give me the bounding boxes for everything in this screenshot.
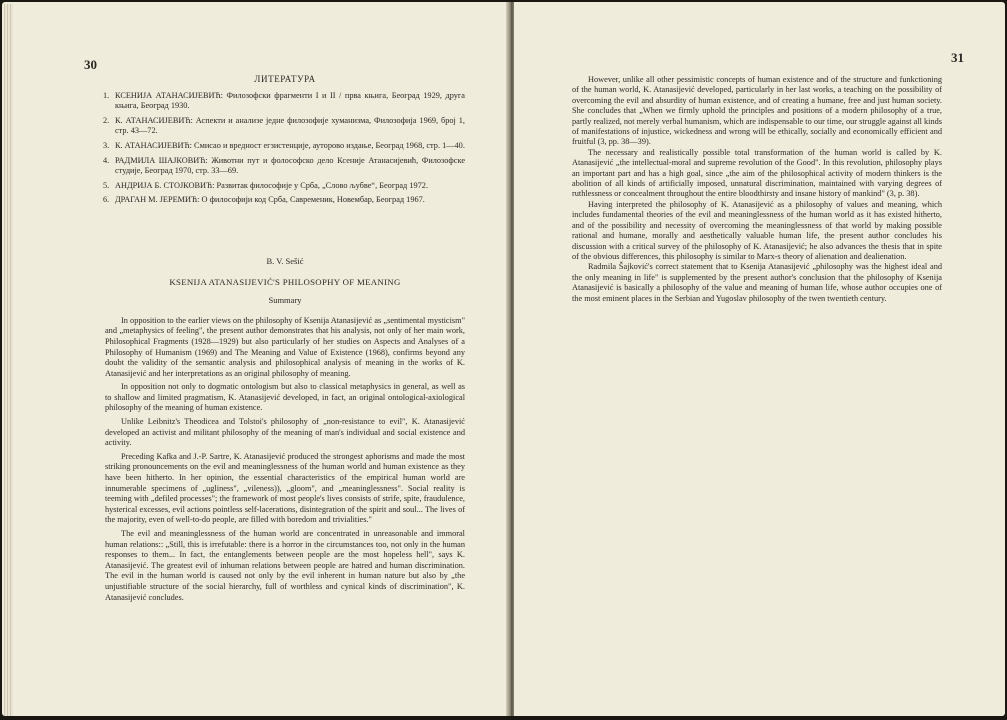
bibliography-entry	[105, 195, 465, 206]
page-number-right: 31	[951, 50, 964, 65]
bibliography-entry	[105, 181, 465, 192]
bibliography-heading: ЛИТЕРАТУРА	[254, 74, 316, 84]
article-title: KSENIJA ATANASIJEVIĆ'S PHILOSOPHY OF MEANING	[169, 276, 401, 287]
page-number-left: 30	[84, 57, 97, 72]
summary-paragraph: Unlike Leibnitz's Theodicea and Tolstoi's philosophy of „non-resistance to evil", K. Atanasijević developed an activist and militant philosophy of the meaning of man's individual and social existence and activity.	[105, 417, 465, 448]
bibliography-entry	[105, 141, 465, 152]
left-page	[2, 2, 508, 716]
summary-paragraph: In opposition not only to dogmatic ontologism but also to classical metaphysics in general, as well as to shallow and limited pragmatism, K. Atanasijević developed, in fact, an original ontological-axiological philosophy of the meaning of human existence.	[105, 382, 465, 413]
summary-paragraph: Preceding Kafka and J.-P. Sartre, K. Atanasijević produced the strongest aphorisms and made the most striking pronouncements on the evil and meaninglessness of the human world and human existence as they have been hitherto. In her opinion, the essential characteristics of the empirical human world are innumerable specimens of „ugliness", „vileness)), „gloom", and „meaninglessness". Social reality is teeming with „defiled processes"; the framework of most people's lives consists of strife, spite, fraudulence, hysterical excesses, evil actions pointless self-lacerations, disintegration of the spirit and soul... The lives of the majority, even of well-to-do people, are filled with boredom and trivialities."	[105, 451, 465, 525]
article-author: B. V. Sešić	[266, 255, 304, 266]
bibliography-entry-text: ДРАГАН М. ЈЕРЕМИЋ: О философији код Срба, Савременик, Новембар, Београд 1967.	[115, 195, 425, 205]
bibliography-entry-number: 4.	[103, 155, 110, 165]
bibliography-entry-number: 5.	[103, 180, 110, 190]
summary-paragraph: Radmila Šajković's correct statement that to Ksenija Atanasijević „philosophy was the highest ideal and the only meaning in life" is supplemented by the present author's conclusion that the philosophy of Ksenija Atanasijević is basically a philosophy of the value and meaning of human life, whose author occupies one of the most eminent places in the Serbian and Yugoslav philosophy of the twen twentieth century.	[572, 262, 942, 303]
bibliography-entry-number: 6.	[103, 195, 110, 205]
summary-paragraph: Having interpreted the philosophy of K. Atanasijević as a philosophy of values and meaning, which includes fundamental theories of the evil and meaninglessness of the human world as it has existed hitherto, and of the possibility and necessity of overcoming the meaninglessness of that world by making possible rational and humane, morally and aesthetically valuable human life, the present author concludes his discussion with a critical survey of the philosophy of K. Atanasijević; he also advances the thesis that in spite of the obvious differences, this philosophy is similar to Marx-s theory of alienation and dealienation.	[572, 199, 942, 261]
summary-heading: Summary	[268, 295, 302, 306]
bibliography-entry-text: КСЕНИЈА АТАНАСИЈЕВИЋ: Филозофски фрагменти I и II / прва књига, Београд 1929, друга књига, Београд 1930.	[115, 90, 465, 111]
bibliography-entry-text: РАДМИЛА ШАЈКОВИЋ: Животни пут и фолософско дело Ксеније Атанасијевић, Филозофске студије, Београд 1970, стр. 33—69.	[115, 155, 465, 176]
summary-paragraph: The necessary and realistically possible total transformation of the human world is called by K. Atanasijević „the intellectual-moral and supreme revolution of the Good". In this revolution, philosophy plays an important part and has a high goal, since „the aim of the philosophical activity of modern thinkers is the abolition of all kinds of artificially imposed, unnatural discrimination, maintained with varying degrees of ruthlessness or concealment throughout the entire bloodthirsty and insane history of mankind" (3, p. 38).	[572, 147, 942, 199]
bibliography-entry-text: К. АТАНАСИЈЕВИЋ: Смисао и вредност егзистенције, ауторово издање, Београд 1968, стр. 1—40.	[115, 140, 465, 150]
bibliography-entry-text: К. АТАНАСИЈЕВИЋ: Аспекти и анализе једне филозофије хуманизма, Филозофија 1969, број 1, стр. 43—72.	[115, 115, 465, 136]
bibliography-list	[105, 91, 465, 206]
right-page-content	[572, 75, 942, 304]
bibliography-entry-number: 2.	[103, 115, 110, 125]
summary-paragraph: The evil and meaninglessness of the human world are concentrated in unreasonable and immoral human relations:: „Still, this is irrefutable: there is a horror in the circumstances too, not only in the human responses to them... In fact, the entanglements between people are the most hopeless hell", says K. Atanasijević. The greatest evil of inhuman relations between people are hatred and human discrimination. The evil in the human world is caused not only by the evil inherent in human nature but also by „the unjustifiable structure of the social hierarchy, full of worthless and cynical kinds of discrimination", K. Atanasijević concludes.	[105, 529, 465, 602]
bibliography-entry	[105, 91, 465, 112]
left-page-content	[105, 74, 465, 606]
bibliography-entry	[105, 116, 465, 137]
right-page	[514, 2, 1005, 716]
bibliography-entry-number: 1.	[103, 90, 110, 100]
bibliography-entry-text: АНДРИЈА Б. СТОЈКОВИЋ: Развитак философије у Срба, „Слово љубве“, Београд 1972.	[115, 180, 429, 190]
bibliography-entry	[105, 156, 465, 177]
bibliography-entry-number: 3.	[103, 140, 110, 150]
page-edge-stack	[4, 4, 13, 716]
summary-paragraph: In opposition to the earlier views on the philosophy of Ksenija Atanasijević as „sentimental mysticism" and „metaphysics of feeling", the present author demonstrates that his analysis, not only of her main work, Philosophical Fragments (1928—1929) but also particularly of her studies on Aspects and Analyses of a Philosophy of Humanism (1969) and The Meaning and Value of Existence (1968), confirms beyond any doubt the validity of the semantic analysis and philosophical analysis of meaning in the works of K. Atanasijević and her interpretations as an original philosophy of meaning.	[105, 315, 465, 378]
summary-paragraph: However, unlike all other pessimistic concepts of human existence and of the structure and funkctioning of the human world, K. Atanasijević developed, particularly in her last works, a teaching on the possibility of overcoming the evil and absurdity of human existence, and of creating a humane, free and just human society. She concludes that „When we firmly uphold the principles and positions of a modern philosophy of a true, partly realized, not merely verbal humanism, which are indispensable to our time, our struggle against all kinds of manifestations of injustice, wickedness and wrong will be ethically, socially and economically efficient and fruitful (3, pp. 38—39).	[572, 75, 942, 147]
